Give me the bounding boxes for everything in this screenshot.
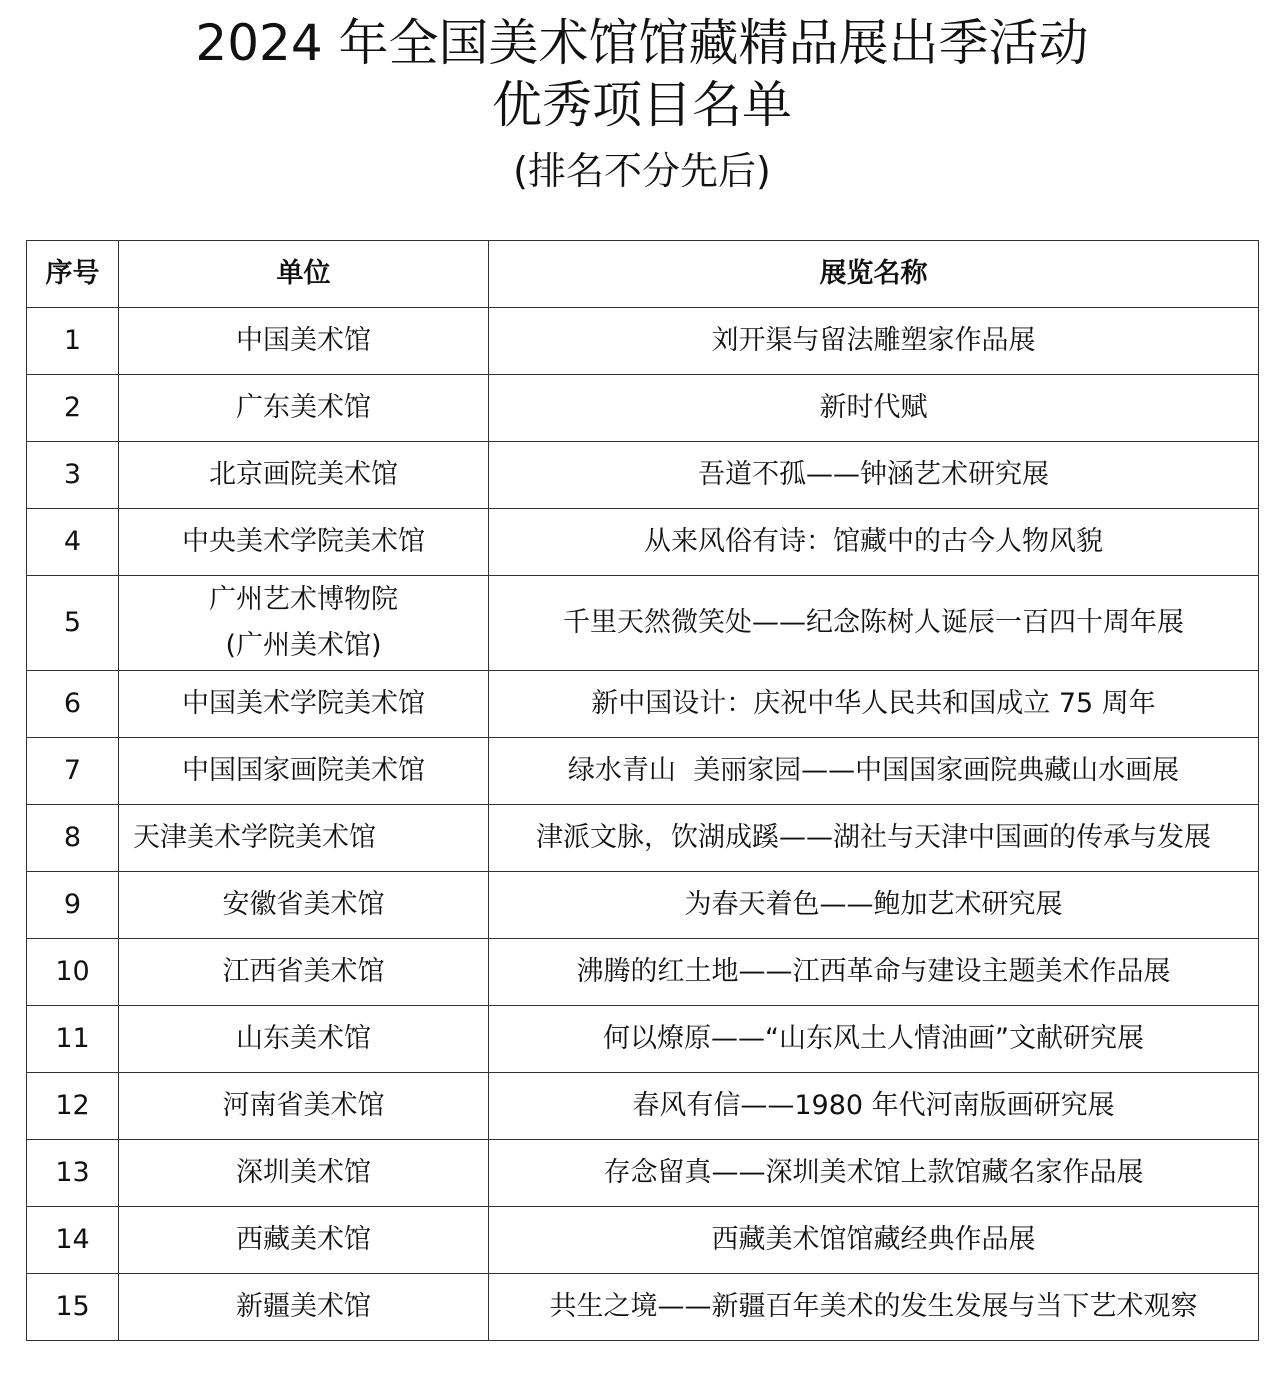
row-no: 9: [27, 872, 119, 939]
row-no: 10: [27, 939, 119, 1006]
header-org: 单位: [119, 241, 489, 308]
row-no: 5: [27, 576, 119, 671]
row-no: 13: [27, 1140, 119, 1207]
table-row: [27, 509, 1259, 576]
row-org: 中央美术学院美术馆: [119, 509, 489, 576]
row-org: 江西省美术馆: [119, 939, 489, 1006]
row-org: 河南省美术馆: [119, 1073, 489, 1140]
row-org: 西藏美术馆: [119, 1207, 489, 1274]
table-row: [27, 576, 1259, 671]
row-exhibition: 存念留真——深圳美术馆上款馆藏名家作品展: [489, 1140, 1259, 1207]
table-row: [27, 442, 1259, 509]
page-subtitle: (排名不分先后): [513, 149, 771, 193]
title-block: [0, 12, 1284, 194]
row-no: 4: [27, 509, 119, 576]
row-no: 1: [27, 308, 119, 375]
row-org: 北京画院美术馆: [119, 442, 489, 509]
page-title-line-1: 2024 年全国美术馆馆藏精品展出季活动: [195, 14, 1089, 72]
table-row: [27, 805, 1259, 872]
row-org: 中国美术馆: [119, 308, 489, 375]
row-org-line-1: 广州艺术博物院: [209, 584, 398, 615]
row-exhibition: 绿水青山 美丽家园——中国国家画院典藏山水画展: [489, 738, 1259, 805]
row-exhibition: 津派文脉，饮湖成蹊——湖社与天津中国画的传承与发展: [489, 805, 1259, 872]
table-row: [27, 1140, 1259, 1207]
table-row: [27, 1006, 1259, 1073]
header-no: 序号: [27, 241, 119, 308]
row-exhibition: 千里天然微笑处——纪念陈树人诞辰一百四十周年展: [489, 576, 1259, 671]
row-no: 14: [27, 1207, 119, 1274]
row-no: 12: [27, 1073, 119, 1140]
row-org: 中国国家画院美术馆: [119, 738, 489, 805]
row-org: 安徽省美术馆: [119, 872, 489, 939]
table-row: [27, 1274, 1259, 1341]
table-row: [27, 375, 1259, 442]
row-org: 中国美术学院美术馆: [119, 671, 489, 738]
row-exhibition: 吾道不孤——钟涵艺术研究展: [489, 442, 1259, 509]
row-no: 3: [27, 442, 119, 509]
row-no: 2: [27, 375, 119, 442]
row-exhibition: 西藏美术馆馆藏经典作品展: [489, 1207, 1259, 1274]
row-exhibition: 共生之境——新疆百年美术的发生发展与当下艺术观察: [489, 1274, 1259, 1341]
row-exhibition: 为春天着色——鲍加艺术研究展: [489, 872, 1259, 939]
row-org: 新疆美术馆: [119, 1274, 489, 1341]
table-row: [27, 738, 1259, 805]
row-exhibition: 何以燎原——“山东风土人情油画”文献研究展: [489, 1006, 1259, 1073]
table-row: [27, 671, 1259, 738]
row-exhibition: 沸腾的红土地——江西革命与建设主题美术作品展: [489, 939, 1259, 1006]
table-row: [27, 1207, 1259, 1274]
header-exhibition: 展览名称: [489, 241, 1259, 308]
row-org: [119, 576, 489, 671]
row-no: 11: [27, 1006, 119, 1073]
row-exhibition: 从来风俗有诗：馆藏中的古今人物风貌: [489, 509, 1259, 576]
row-org: 深圳美术馆: [119, 1140, 489, 1207]
row-no: 15: [27, 1274, 119, 1341]
project-list-table: [26, 240, 1259, 1341]
row-exhibition: 新时代赋: [489, 375, 1259, 442]
row-no: 6: [27, 671, 119, 738]
row-exhibition: 刘开渠与留法雕塑家作品展: [489, 308, 1259, 375]
row-org: 山东美术馆: [119, 1006, 489, 1073]
row-org: 广东美术馆: [119, 375, 489, 442]
table-row: [27, 872, 1259, 939]
row-exhibition: 春风有信——1980 年代河南版画研究展: [489, 1073, 1259, 1140]
row-exhibition: 新中国设计：庆祝中华人民共和国成立 75 周年: [489, 671, 1259, 738]
page-title-line-2: 优秀项目名单: [492, 76, 792, 134]
table-header-row: [27, 241, 1259, 308]
table-row: [27, 939, 1259, 1006]
row-no: 7: [27, 738, 119, 805]
row-org-line-2: (广州美术馆): [225, 630, 382, 661]
table-row: [27, 308, 1259, 375]
table-row: [27, 1073, 1259, 1140]
row-org: 天津美术学院美术馆: [119, 805, 489, 872]
row-no: 8: [27, 805, 119, 872]
